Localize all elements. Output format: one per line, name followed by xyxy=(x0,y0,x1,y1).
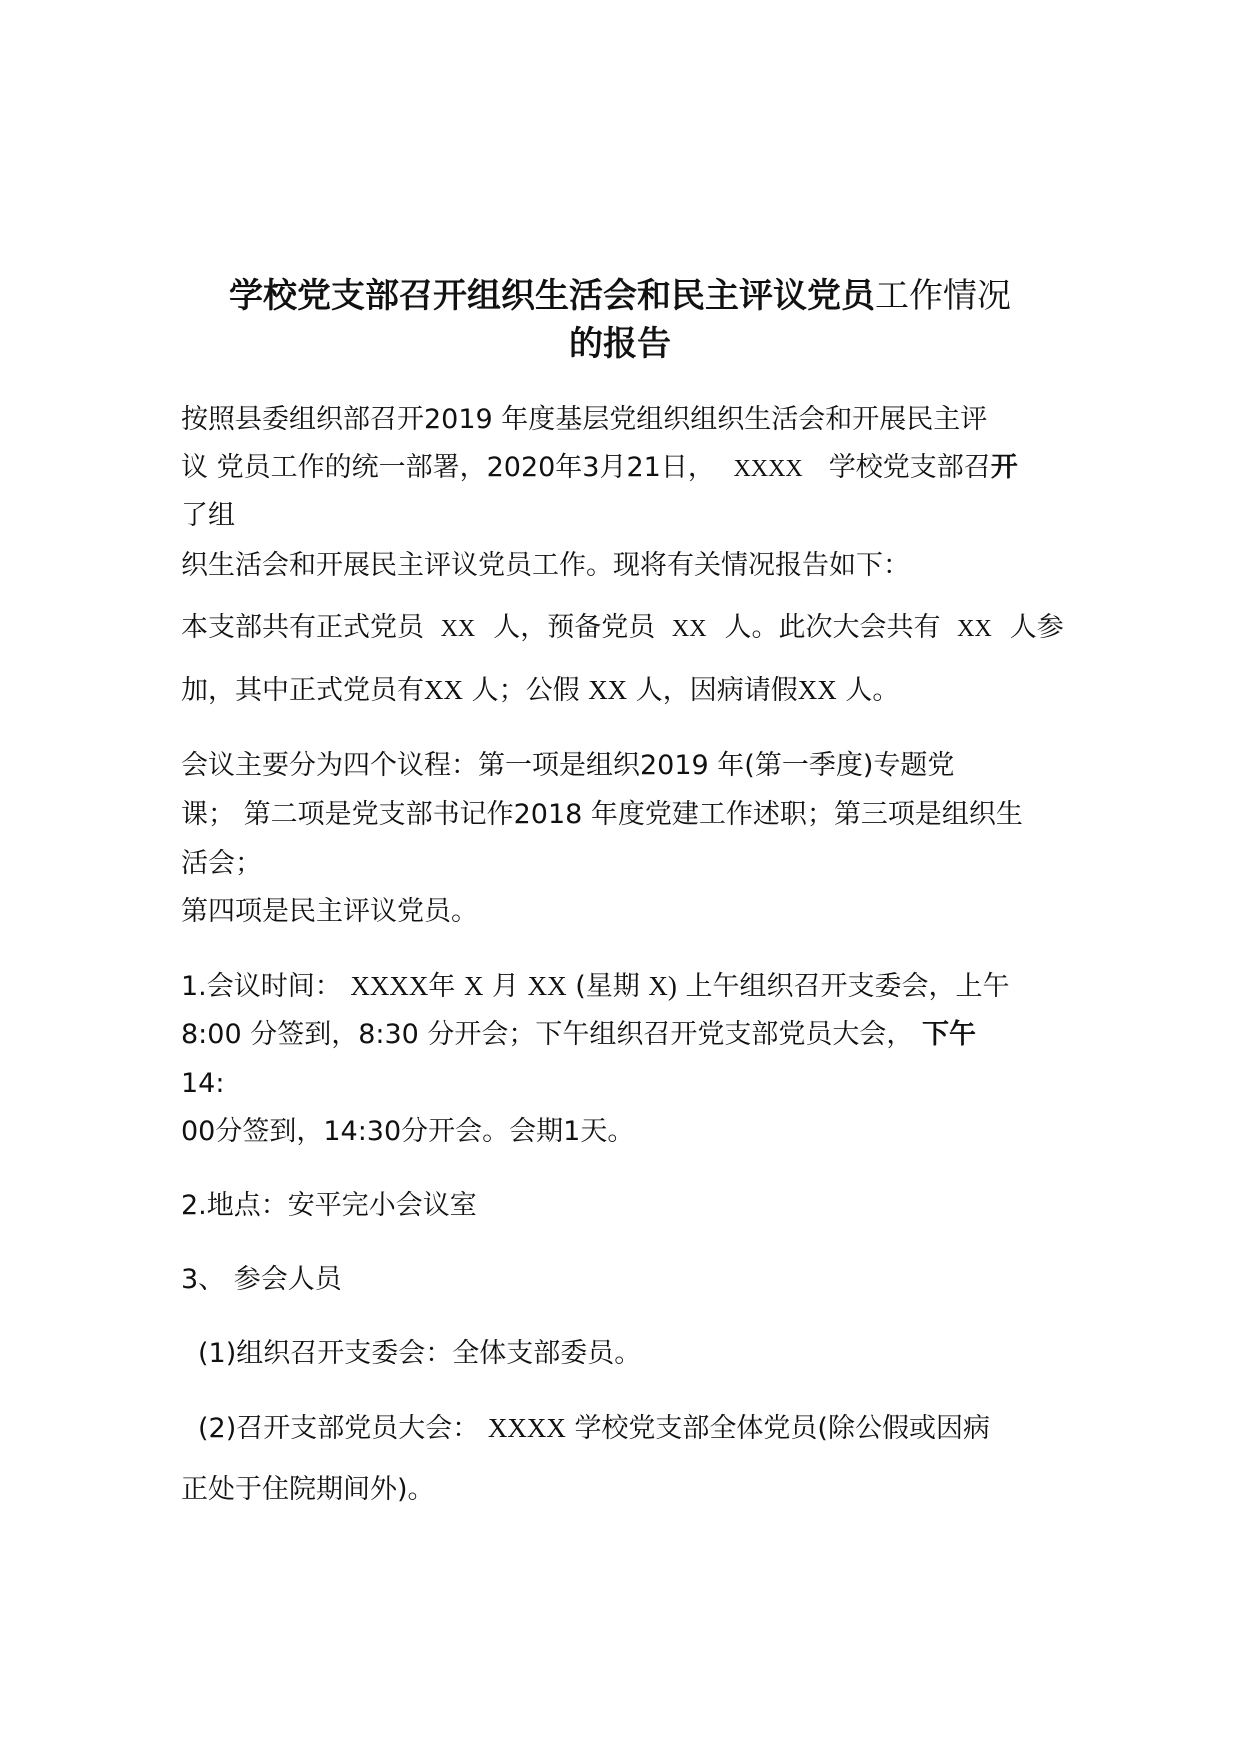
intro-line-3: 了组 xyxy=(181,500,235,531)
members-text: 人参 xyxy=(1009,612,1064,643)
intro-line-2 xyxy=(181,448,1018,489)
document-title xyxy=(140,270,1100,322)
members-text: 人；公假 xyxy=(471,675,580,706)
members-text: 加，其中正式党员有 xyxy=(181,675,424,706)
intro-text: 学校党支部召 xyxy=(828,452,991,483)
place-line: 2.地点：安平完小会议室 xyxy=(181,1190,477,1221)
members-text: 本支部共有正式党员 xyxy=(181,612,424,643)
day-placeholder: XX xyxy=(527,971,567,1001)
agenda-line-2: 课； 第二项是党支部书记作2018 年度党建工作述职；第三项是组织生 xyxy=(181,799,1023,830)
time-line-1 xyxy=(181,966,1009,1007)
agenda-line-3: 活会； xyxy=(181,848,262,879)
time-text: 年 xyxy=(428,971,456,1002)
weekday-placeholder: X) xyxy=(648,971,677,1001)
count-placeholder: XX xyxy=(440,616,476,642)
time-line-2 xyxy=(181,1015,976,1055)
members-line-1 xyxy=(181,608,1064,649)
document-title-line2 xyxy=(140,318,1100,370)
intro-line-1: 按照县委组织部召开2019 年度基层党组织组织生活会和开展民主评 xyxy=(181,404,988,435)
title-line2-bold: 的报告 xyxy=(569,324,671,364)
agenda-line-4: 第四项是民主评议党员。 xyxy=(181,896,478,927)
count-placeholder: XX xyxy=(957,616,992,642)
attendees-text: 学校党支部全体党员(除公假或因病 xyxy=(574,1413,990,1444)
time-text: (星期 xyxy=(575,971,640,1002)
month-placeholder: X xyxy=(463,971,484,1001)
intro-line-4: 织生活会和开展民主评议党员工作。现将有关情况报告如下： xyxy=(181,550,910,581)
members-text: 人，预备党员 xyxy=(493,612,656,643)
year-placeholder: XXXX xyxy=(350,971,429,1001)
school-placeholder: XXXX xyxy=(487,1413,566,1443)
attendees-item-2 xyxy=(198,1408,990,1449)
attendees-heading: 3、 参会人员 xyxy=(181,1264,342,1295)
members-text: 人，因病请假 xyxy=(635,675,798,706)
intro-text: 议 党员工作的统一部署，2020年3月21日， xyxy=(181,452,715,483)
members-line-2 xyxy=(181,670,899,711)
intro-text-bold: 开 xyxy=(990,452,1018,483)
count-placeholder: XX xyxy=(588,675,628,705)
members-text: 人。此次大会共有 xyxy=(724,612,941,643)
count-placeholder: XX xyxy=(671,616,707,642)
attendees-item-2-cont: 正处于住院期间外)。 xyxy=(181,1474,435,1505)
time-line-4: 00分签到，14:30分开会。会期1天。 xyxy=(181,1116,635,1147)
members-text: 人。 xyxy=(845,675,900,706)
agenda-line-1: 会议主要分为四个议程：第一项是组织2019 年(第一季度)专题党 xyxy=(181,750,955,781)
time-line-3: 14: xyxy=(181,1068,225,1099)
time-text: 8:00 分签到，8:30 分开会；下午组织召开党支部党员大会， xyxy=(181,1019,914,1050)
time-text: 上午组织召开支委会，上午 xyxy=(685,971,1010,1002)
count-placeholder: XX xyxy=(424,675,463,705)
time-text: 月 xyxy=(492,971,520,1002)
attendees-text: (2)召开支部党员大会： xyxy=(198,1413,480,1444)
attendees-item-1: (1)组织召开支委会：全体支部委员。 xyxy=(198,1338,642,1369)
count-placeholder: XX xyxy=(797,675,837,705)
title-line1-bold: 学校党支部召开组织生活会和民主评议党员 xyxy=(229,276,875,316)
school-placeholder: XXXX xyxy=(733,456,803,482)
time-label: 1.会议时间： xyxy=(181,971,342,1002)
title-line1-normal: 工作情况 xyxy=(875,276,1011,316)
time-text-bold: 下午 xyxy=(922,1019,977,1050)
